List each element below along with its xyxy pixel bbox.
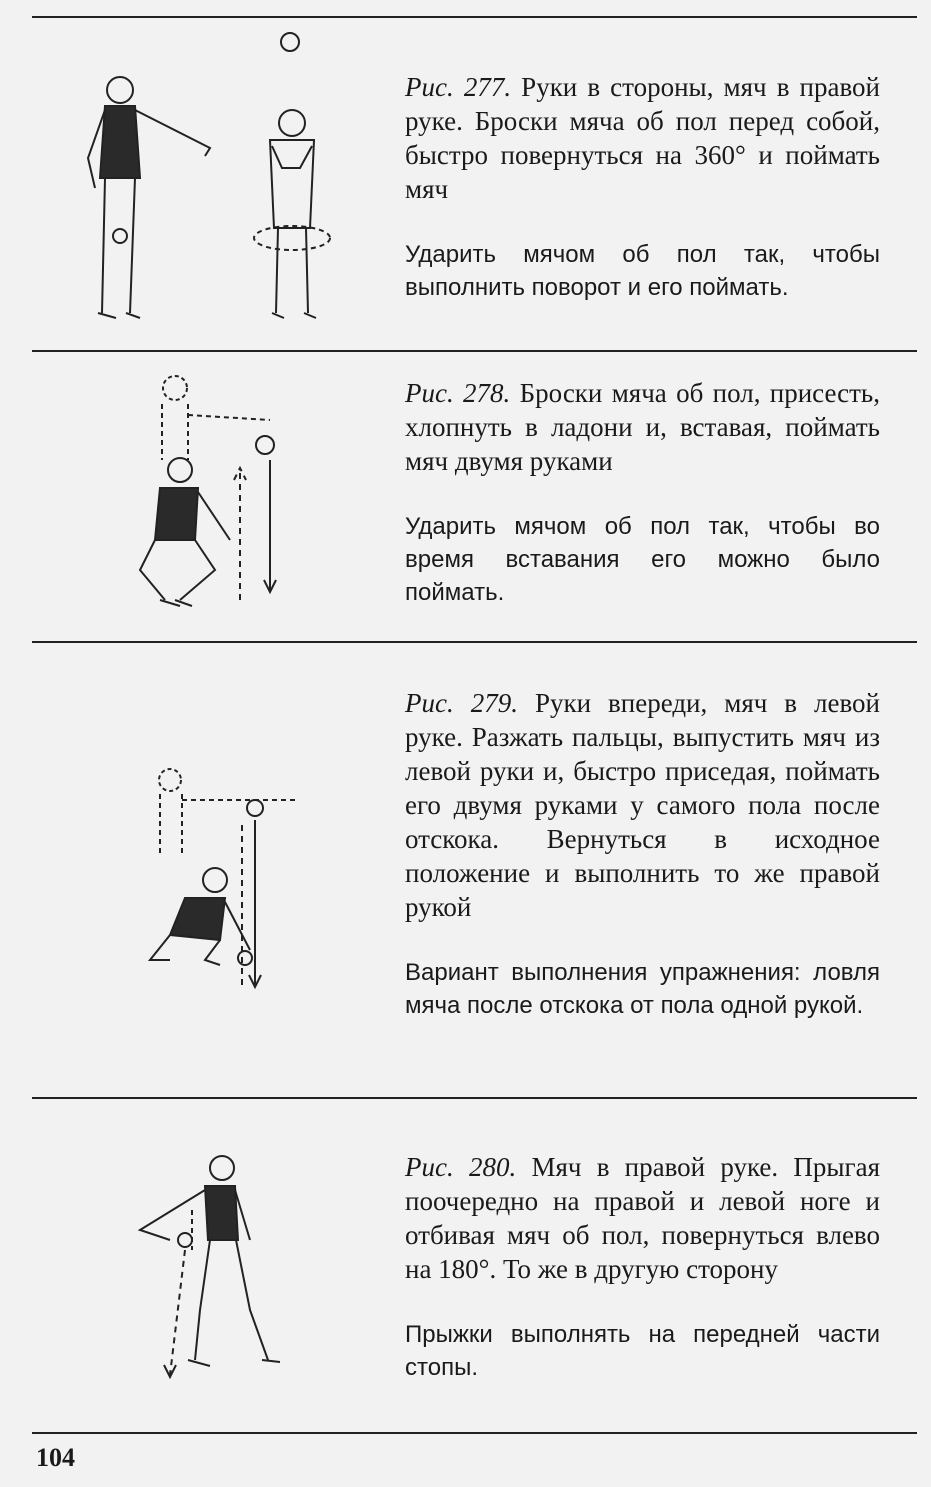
fig-label-279: Рис. 279.	[405, 688, 518, 718]
figure-279-illustration	[130, 760, 310, 1000]
rule-3	[32, 1097, 917, 1099]
rule-bottom	[32, 1432, 917, 1434]
caption-text-280: Мяч в правой руке. Прыгая поочередно на правой и левой ноге и отбивая мяч об пол, повернуться влево на 180°. То же в другую сторону	[405, 1152, 881, 1284]
section-279	[405, 686, 880, 1022]
rule-2	[32, 641, 917, 643]
section-277	[405, 70, 880, 304]
note-279: Вариант выполнения упражнения: ловля мяча после отскока от пола одной рукой.	[405, 959, 880, 1019]
rule-1	[32, 350, 917, 352]
fig-label-277: Рис. 277.	[405, 72, 512, 102]
caption-277	[405, 70, 880, 206]
note-278: Ударить мячом об пол так, чтобы во время вставания его можно было поймать.	[405, 513, 880, 606]
fig-label-278: Рис. 278.	[405, 378, 511, 408]
fig-label-280: Рис. 280.	[405, 1152, 517, 1182]
section-280	[405, 1150, 880, 1384]
caption-text-278: Броски мяча об пол, присесть, хлопнуть в ладони и, вставая, поймать мяч двумя руками	[405, 378, 880, 476]
note-280: Прыжки выполнять на передней части стопы.	[405, 1321, 880, 1381]
rule-top	[32, 16, 917, 18]
caption-text-279: Руки впереди, мяч в левой руке. Разжать пальцы, выпустить мяч из левой руки и, быстро приседая, поймать его двумя руками у самого пола после отскока. Вернуться в исходное положение и выполнить то же правой рукой	[405, 688, 881, 922]
figure-277-illustration	[60, 28, 360, 328]
note-277: Ударить мячом об пол так, чтобы выполнить поворот и его поймать.	[405, 241, 880, 301]
page-number: 104	[36, 1443, 75, 1472]
caption-279	[405, 686, 880, 924]
caption-278	[405, 376, 880, 478]
caption-280	[405, 1150, 880, 1286]
figure-278-illustration	[120, 370, 300, 620]
caption-text-277: Руки в стороны, мяч в правой руке. Броски мяча об пол перед собой, быстро повернуться на 360° и поймать мяч	[405, 72, 880, 204]
figure-280-illustration	[130, 1150, 300, 1390]
section-278	[405, 376, 880, 609]
